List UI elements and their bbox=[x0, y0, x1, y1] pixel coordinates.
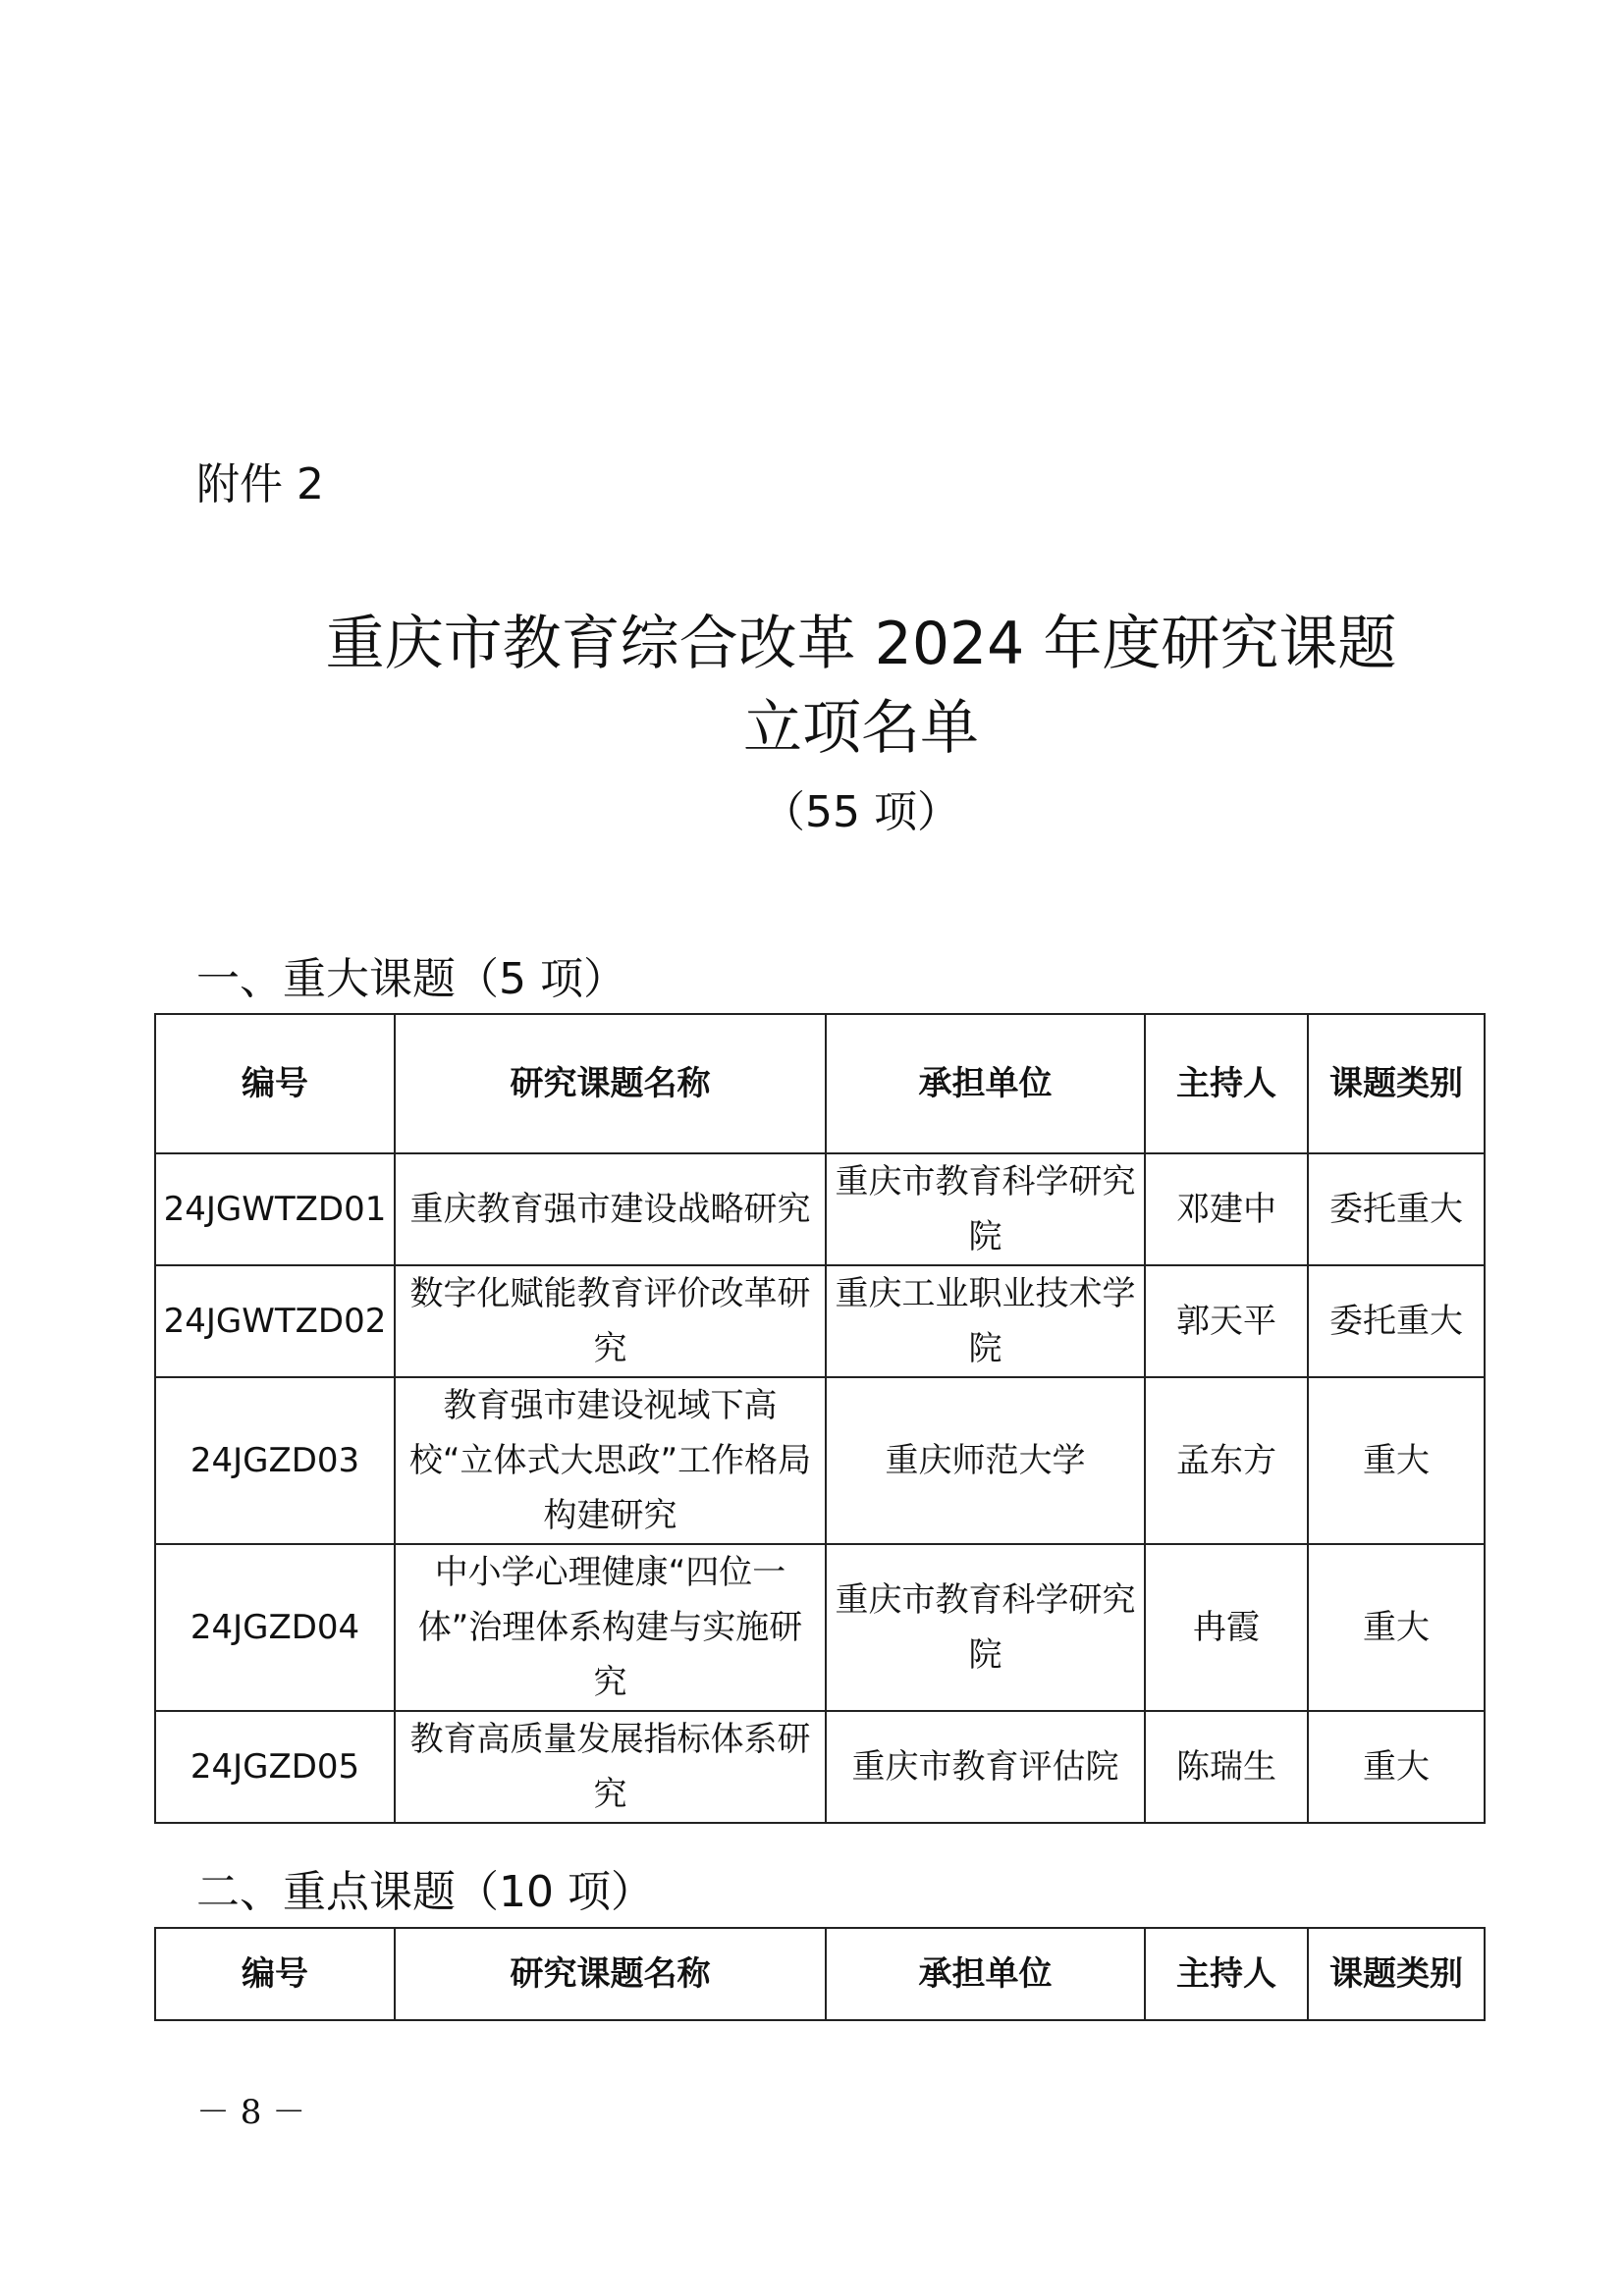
cell-unit: 重庆市教育科学研究院 bbox=[826, 1153, 1145, 1265]
cell-host: 郭天平 bbox=[1145, 1265, 1308, 1377]
document-title-line2: 立项名单 bbox=[743, 694, 979, 763]
table-row bbox=[155, 1265, 1485, 1377]
attachment-label: 附件 2 bbox=[196, 459, 324, 509]
cell-category: 重大 bbox=[1308, 1377, 1485, 1544]
column-header-category: 课题类别 bbox=[1308, 1928, 1485, 2020]
cell-host: 孟东方 bbox=[1145, 1377, 1308, 1544]
table-row bbox=[155, 1377, 1485, 1544]
table-row bbox=[155, 1153, 1485, 1265]
section-heading-key: 二、重点课题（10 项） bbox=[196, 1867, 654, 1917]
cell-id: 24JGWTZD01 bbox=[155, 1153, 395, 1265]
cell-id: 24JGZD03 bbox=[155, 1377, 395, 1544]
column-header-category: 课题类别 bbox=[1308, 1014, 1485, 1153]
column-header-unit: 承担单位 bbox=[826, 1014, 1145, 1153]
table-header-row bbox=[155, 1014, 1485, 1153]
cell-id: 24JGZD05 bbox=[155, 1711, 395, 1823]
cell-category: 委托重大 bbox=[1308, 1265, 1485, 1377]
column-header-title: 研究课题名称 bbox=[395, 1928, 826, 2020]
column-header-host: 主持人 bbox=[1145, 1928, 1308, 2020]
cell-title: 教育高质量发展指标体系研究 bbox=[395, 1711, 826, 1823]
cell-host: 邓建中 bbox=[1145, 1153, 1308, 1265]
major-projects-table bbox=[154, 1013, 1486, 1824]
column-header-host: 主持人 bbox=[1145, 1014, 1308, 1153]
cell-title: 重庆教育强市建设战略研究 bbox=[395, 1153, 826, 1265]
cell-host: 陈瑞生 bbox=[1145, 1711, 1308, 1823]
cell-unit: 重庆工业职业技术学院 bbox=[826, 1265, 1145, 1377]
column-header-unit: 承担单位 bbox=[826, 1928, 1145, 2020]
key-projects-table bbox=[154, 1927, 1486, 2021]
column-header-title: 研究课题名称 bbox=[395, 1014, 826, 1153]
cell-id: 24JGZD04 bbox=[155, 1544, 395, 1711]
table-header-row bbox=[155, 1928, 1485, 2020]
document-title: 重庆市教育综合改革 2024 年度研究课题 bbox=[325, 610, 1397, 678]
cell-unit: 重庆市教育科学研究院 bbox=[826, 1544, 1145, 1711]
cell-title: 教育强市建设视域下高校“立体式大思政”工作格局构建研究 bbox=[395, 1377, 826, 1544]
cell-unit: 重庆市教育评估院 bbox=[826, 1711, 1145, 1823]
total-count: （55 项） bbox=[762, 787, 960, 837]
section-heading-major: 一、重大课题（5 项） bbox=[196, 954, 626, 1004]
cell-title: 中小学心理健康“四位一体”治理体系构建与实施研究 bbox=[395, 1544, 826, 1711]
cell-title: 数字化赋能教育评价改革研究 bbox=[395, 1265, 826, 1377]
table-row bbox=[155, 1711, 1485, 1823]
cell-category: 委托重大 bbox=[1308, 1153, 1485, 1265]
table-row bbox=[155, 1544, 1485, 1711]
column-header-id: 编号 bbox=[155, 1014, 395, 1153]
column-header-id: 编号 bbox=[155, 1928, 395, 2020]
cell-category: 重大 bbox=[1308, 1711, 1485, 1823]
page-number: － 8 － bbox=[196, 2093, 306, 2132]
cell-host: 冉霞 bbox=[1145, 1544, 1308, 1711]
cell-category: 重大 bbox=[1308, 1544, 1485, 1711]
cell-unit: 重庆师范大学 bbox=[826, 1377, 1145, 1544]
cell-id: 24JGWTZD02 bbox=[155, 1265, 395, 1377]
